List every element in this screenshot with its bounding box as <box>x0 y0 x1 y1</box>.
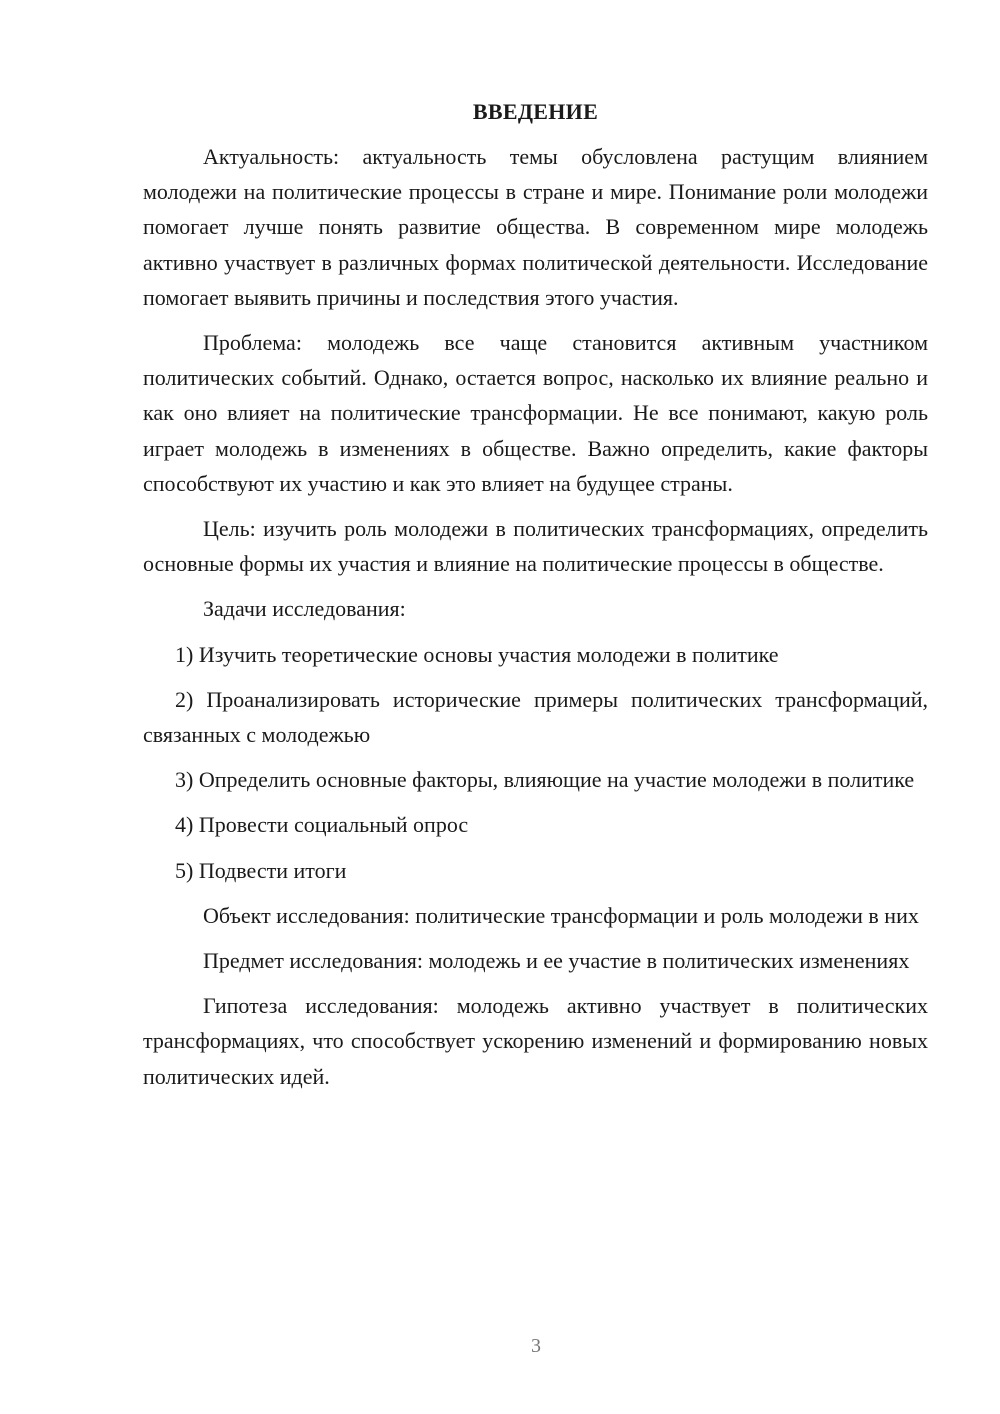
goal-paragraph: Цель: изучить роль молодежи в политических трансформациях, определить основные формы их участия и влияние на политические процессы в обществе. <box>143 516 928 577</box>
tasks-list <box>143 637 928 888</box>
task-item-5: 5) Подвести итоги <box>175 857 347 883</box>
tasks-heading: Задачи исследования: <box>203 596 406 622</box>
relevance-paragraph: Актуальность: актуальность темы обусловлена растущим влиянием молодежи на политические процессы в стране и мире. Понимание роли молодежи помогает лучше понять развитие общества. В современном мире молодежь активно участвует в различных формах политической деятельности. Исследование помогает выявить причины и последствия этого участия. <box>143 144 928 310</box>
task-item-2: 2) Проанализировать исторические примеры политических трансформаций, связанных с молодежью <box>143 686 928 748</box>
task-item-3: 3) Определить основные факторы, влияющие на участие молодежи в политике <box>175 767 915 793</box>
task-item-4: 4) Провести социальный опрос <box>175 812 469 838</box>
subject-paragraph: Предмет исследования: молодежь и ее участие в политических изменениях <box>203 948 910 974</box>
problem-paragraph: Проблема: молодежь все чаще становится активным участником политических событий. Однако, остается вопрос, насколько их влияние реально и как оно влияет на политические трансформации. Не все понимают, какую роль играет молодежь в изменениях в обществе. Важно определить, какие факторы способствуют их участию и как это влияет на будущее страны. <box>143 330 928 496</box>
task-item-1: 1) Изучить теоретические основы участия молодежи в политике <box>175 641 779 667</box>
page-content <box>143 94 928 1104</box>
hypothesis-paragraph: Гипотеза исследования: молодежь активно участвует в политических трансформациях, что способствует ускорению изменений и формированию новых политических идей. <box>143 993 928 1089</box>
object-paragraph: Объект исследования: политические трансформации и роль молодежи в них <box>203 902 919 928</box>
page-number: 3 <box>531 1335 541 1357</box>
section-title: ВВЕДЕНИЕ <box>472 99 599 124</box>
